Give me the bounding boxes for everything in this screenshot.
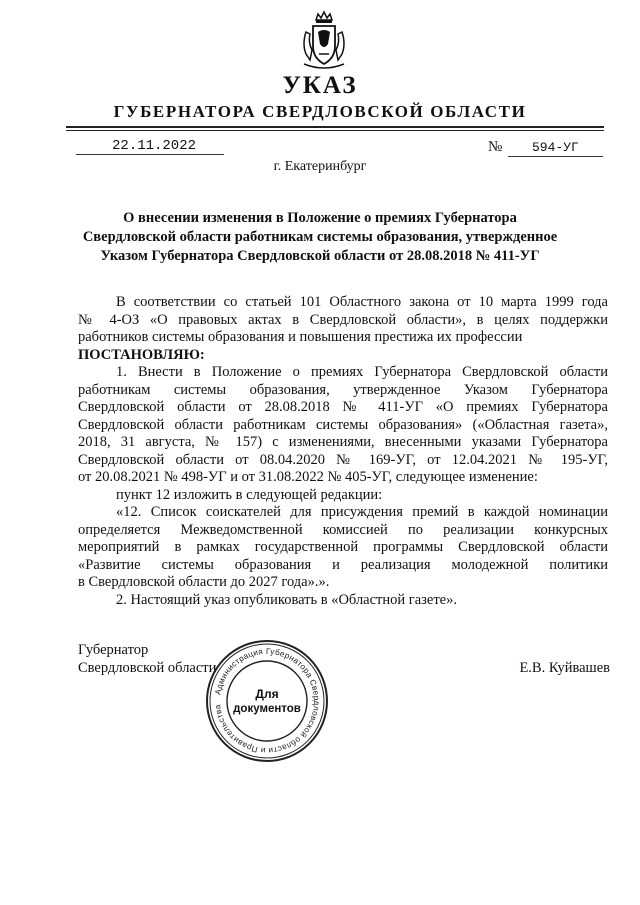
seal-center-line1: Для	[255, 687, 279, 701]
paragraph-line: пункт 12 изложить в следующей редакции:	[116, 486, 383, 503]
coat-of-arms-icon	[298, 10, 350, 70]
paragraph-line: работников системы образования и повышения престижа их профессии	[78, 329, 523, 345]
intro-paragraph	[78, 294, 608, 347]
number-underline	[508, 156, 603, 157]
paragraph-line: Свердловской области работникам системы образования» («Областная газета»,	[78, 416, 608, 433]
paragraph-line: Свердловской области от 28.08.2018 № 411-УГ «О премиях Губернатора	[78, 399, 608, 415]
number-label: №	[488, 139, 503, 155]
heading-line: Свердловской области работникам системы образования, утвержденное	[82, 229, 558, 245]
paragraph-line: от 20.08.2021 № 498-УГ и от 31.08.2022 № 405-УГ, следующее изменение:	[78, 469, 538, 485]
decree-number: 594-УГ	[532, 140, 579, 155]
signatory-title-region: Свердловской области	[78, 660, 217, 676]
signatory-name: Е.В. Куйвашев	[519, 660, 610, 676]
paragraph-line: Свердловской области от 08.04.2020 № 169-УГ, от 12.04.2021 № 195-УГ,	[78, 451, 608, 468]
item-1-sub	[78, 487, 608, 505]
city-label: г. Екатеринбург	[273, 159, 367, 174]
document-subtitle: ГУБЕРНАТОРА СВЕРДЛОВСКОЙ ОБЛАСТИ	[113, 102, 527, 121]
document-title: УКАЗ	[282, 72, 358, 99]
official-seal	[204, 638, 330, 764]
paragraph-line: «Развитие системы образования и реализация молодежной политики	[78, 556, 608, 573]
decree-heading	[70, 209, 570, 266]
item-2-paragraph	[78, 592, 608, 610]
date-underline	[76, 154, 224, 155]
paragraph-line: № 4-ОЗ «О правовых актах в Свердловской области», в целях поддержки	[78, 311, 608, 328]
paragraph-line: в Свердловской области до 2027 года».».	[78, 574, 330, 590]
paragraph-line: 1. Внести в Положение о премиях Губернатора Свердловской области	[116, 364, 608, 380]
decree-body	[78, 294, 608, 609]
decree-date: 22.11.2022	[112, 138, 197, 154]
heading-line: Указом Губернатора Свердловской области от 28.08.2018 № 411-УГ	[100, 248, 540, 264]
paragraph-line: работникам системы образования, утвержденное Указом Губернатора	[78, 381, 608, 398]
signatory-title: Губернатор	[78, 642, 149, 658]
paragraph-line: 2. Настоящий указ опубликовать в «Областной газете».	[116, 591, 457, 608]
item-1-paragraph	[78, 364, 608, 487]
paragraph-line: 2018, 31 августа, № 157) с изменениями, внесенными указами Губернатора	[78, 434, 608, 450]
decree-word: ПОСТАНОВЛЯЮ:	[78, 346, 205, 363]
heading-line: О внесении изменения в Положение о премиях Губернатора	[123, 210, 517, 226]
header-rule	[66, 126, 604, 128]
paragraph-line: «12. Список соискателей для присуждения премий в каждой номинации	[116, 504, 608, 520]
quoted-clause	[78, 504, 608, 592]
paragraph-line: мероприятий в рамках государственной программы Свердловской области	[78, 539, 608, 555]
header-rule-thin	[66, 130, 604, 131]
paragraph-line: определяется Межведомственной комиссией по реализации конкурсных	[78, 521, 608, 538]
seal-center-line2: документов	[233, 703, 301, 715]
seal-ring-text: Администрация Губернатора Свердловской области и Правительства	[213, 646, 322, 756]
paragraph-line: В соответствии со статьей 101 Областного закона от 10 марта 1999 года	[116, 294, 608, 310]
